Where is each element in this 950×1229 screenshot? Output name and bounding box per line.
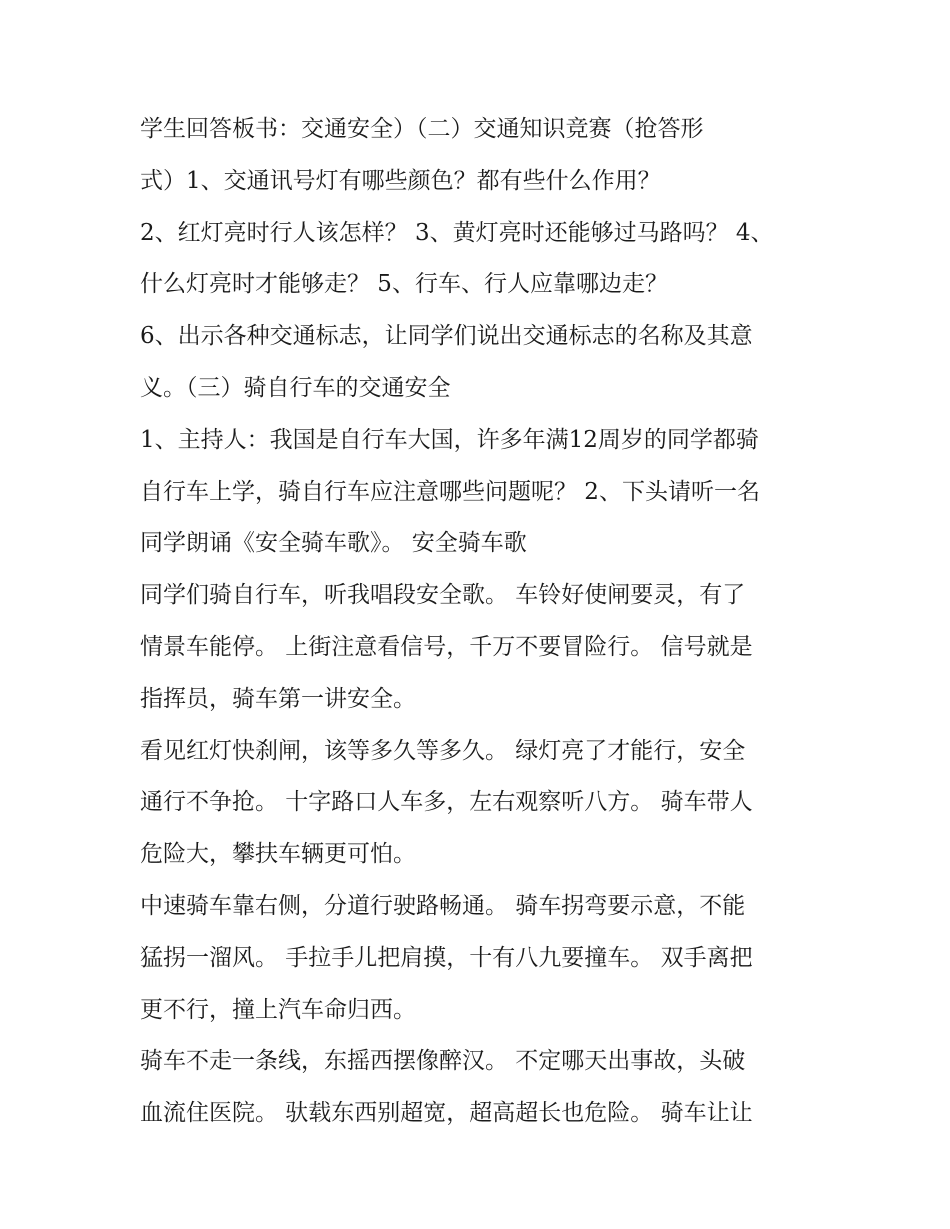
text-line: 同学们骑自行车，听我唱段安全歌。 车铃好使闸要灵，有了 xyxy=(140,582,746,609)
text-line: 义。（三）骑自行车的交通安全 xyxy=(140,374,451,401)
text-line: 指挥员，骑车第一讲安全。 xyxy=(140,685,416,712)
text-line: 中速骑车靠右侧，分道行驶路畅通。 骑车拐弯要示意，不能 xyxy=(140,892,746,919)
text-line: 2、红灯亮时行人该怎样？ 3、黄灯亮时还能够过马路吗？ 4、 xyxy=(140,219,774,246)
text-line: 学生回答板书：交通安全）（二）交通知识竞赛（抢答形 xyxy=(140,116,704,142)
text-line: 什么灯亮时才能够走？ 5、行车、行人应靠哪边走？ xyxy=(140,271,668,298)
document-body xyxy=(140,104,810,1140)
text-line: 1、主持人：我国是自行车大国，许多年满12周岁的同学都骑 xyxy=(140,426,759,453)
text-line: 猛拐一溜风。 手拉手儿把肩摸，十有八九要撞车。 双手离把 xyxy=(140,944,753,971)
text-line: 通行不争抢。 十字路口人车多，左右观察听八方。 骑车带人 xyxy=(140,789,753,816)
text-line: 同学朗诵《安全骑车歌》。 安全骑车歌 xyxy=(140,530,527,557)
text-line: 式）1、交通讯号灯有哪些颜色？都有些什么作用？ xyxy=(140,167,661,194)
text-line: 看见红灯快刹闸，该等多久等多久。 绿灯亮了才能行，安全 xyxy=(140,737,746,764)
text-line: 自行车上学，骑自行车应注意哪些问题呢？ 2、下头请听一名 xyxy=(140,478,760,505)
text-line: 6、出示各种交通标志，让同学们说出交通标志的名称及其意 xyxy=(140,323,753,350)
text-line: 骑车不走一条线，东摇西摆像醉汉。 不定哪天出事故，头破 xyxy=(140,1048,746,1075)
text-line: 更不行，撞上汽车命归西。 xyxy=(140,996,416,1023)
text-line: 情景车能停。 上街注意看信号，千万不要冒险行。 信号就是 xyxy=(140,633,753,660)
text-line: 血流住医院。 驮载东西别超宽，超高超长也危险。 骑车让让 xyxy=(140,1100,753,1127)
text-line: 危险大，攀扶车辆更可怕。 xyxy=(140,841,416,868)
